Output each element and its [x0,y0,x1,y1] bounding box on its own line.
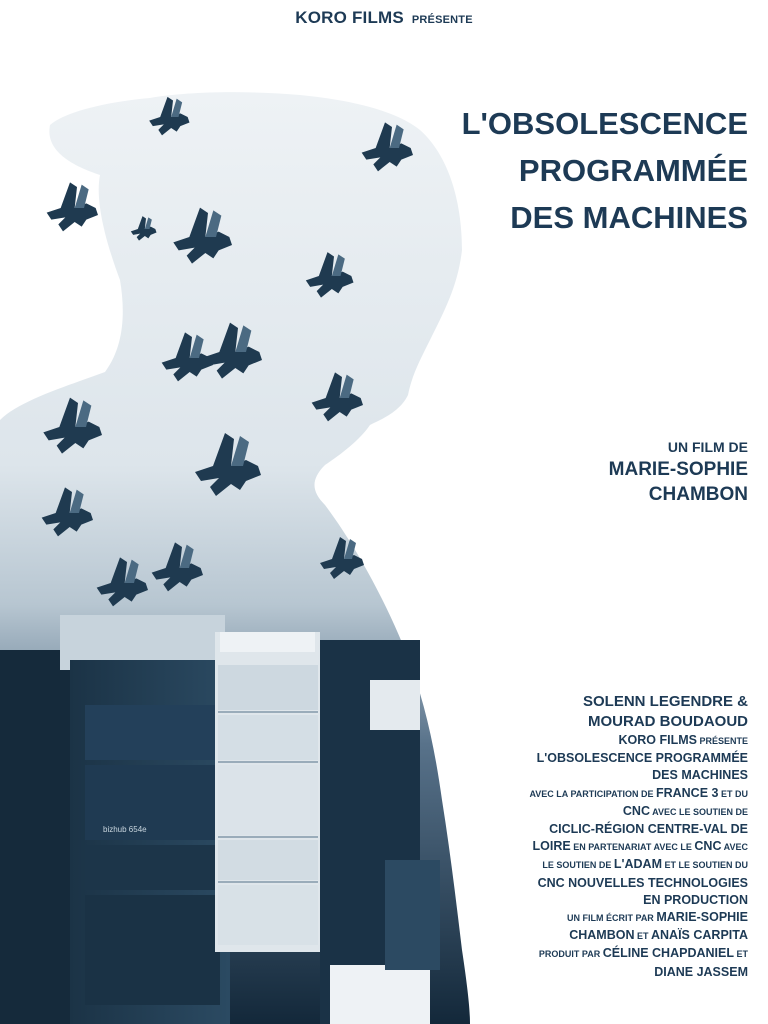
credit-segment: UN FILM ÉCRIT PAR [566,913,657,924]
credit-segment: CNC NOUVELLES TECHNOLOGIES [537,875,748,890]
credit-segment: EN PARTENARIAT AVEC LE [570,842,695,853]
credits-body [498,732,748,981]
credit-segment: KORO FILMS [618,733,697,747]
studio-name: KORO FILMS [295,8,404,27]
credit-segment: LOIRE [532,839,571,854]
film-title [408,100,748,241]
credit-segment: CNC [622,803,650,818]
director-name-line-1: MARIE-SOPHIE [608,459,748,480]
credit-segment: ET [733,949,748,960]
studio-header [0,8,768,28]
credit-segment: ET DU [718,788,748,799]
credit-segment: CÉLINE CHAPDANIEL [602,946,734,961]
credit-segment: DIANE JASSEM [654,964,748,979]
credit-segment: CICLIC-RÉGION CENTRE-VAL DE [549,822,748,837]
credit-segment: ET [634,931,651,942]
credit-segment: ET LE SOUTIEN DU [661,860,748,871]
credit-segment: DES MACHINES [652,768,748,783]
credit-segment: CHAMBON [569,928,635,943]
credit-segment: L'ADAM [613,857,662,872]
director-name-line-2: CHAMBON [648,484,748,505]
credit-segment: EN PRODUCTION [643,892,748,907]
credit-segment: FRANCE 3 [655,785,719,800]
director-credit [448,437,748,507]
credit-segment: L'OBSOLESCENCE PROGRAMMÉE [536,751,748,766]
actors-line-2: MOURAD BOUDAOUD [588,713,748,730]
credit-segment: AVEC LA PARTICIPATION DE [529,788,656,799]
printer-scene [0,615,440,1024]
credit-segment: AVEC [721,842,748,853]
credit-segment: PRODUIT PAR [538,949,603,960]
credit-segment: PRÉSENTE [696,736,748,746]
presents-label: PRÉSENTE [411,14,473,26]
credit-segment: ANAÏS CARPITA [651,928,748,943]
director-label: UN FILM DE [667,439,748,455]
credit-segment: AVEC LE SOUTIEN DE [649,806,748,817]
title-line-2: PROGRAMMÉE [518,153,748,188]
credits-block [498,692,748,981]
printer-brand-label: bizhub 654e [103,825,147,834]
actors-line-1: SOLENN LEGENDRE & [582,693,748,710]
title-line-1: L'OBSOLESCENCE [461,106,748,141]
title-line-3: DES MACHINES [510,200,748,235]
credit-segment: LE SOUTIEN DE [542,860,614,871]
credit-segment: MARIE-SOPHIE [656,910,748,925]
credit-segment: CNC [694,839,722,854]
